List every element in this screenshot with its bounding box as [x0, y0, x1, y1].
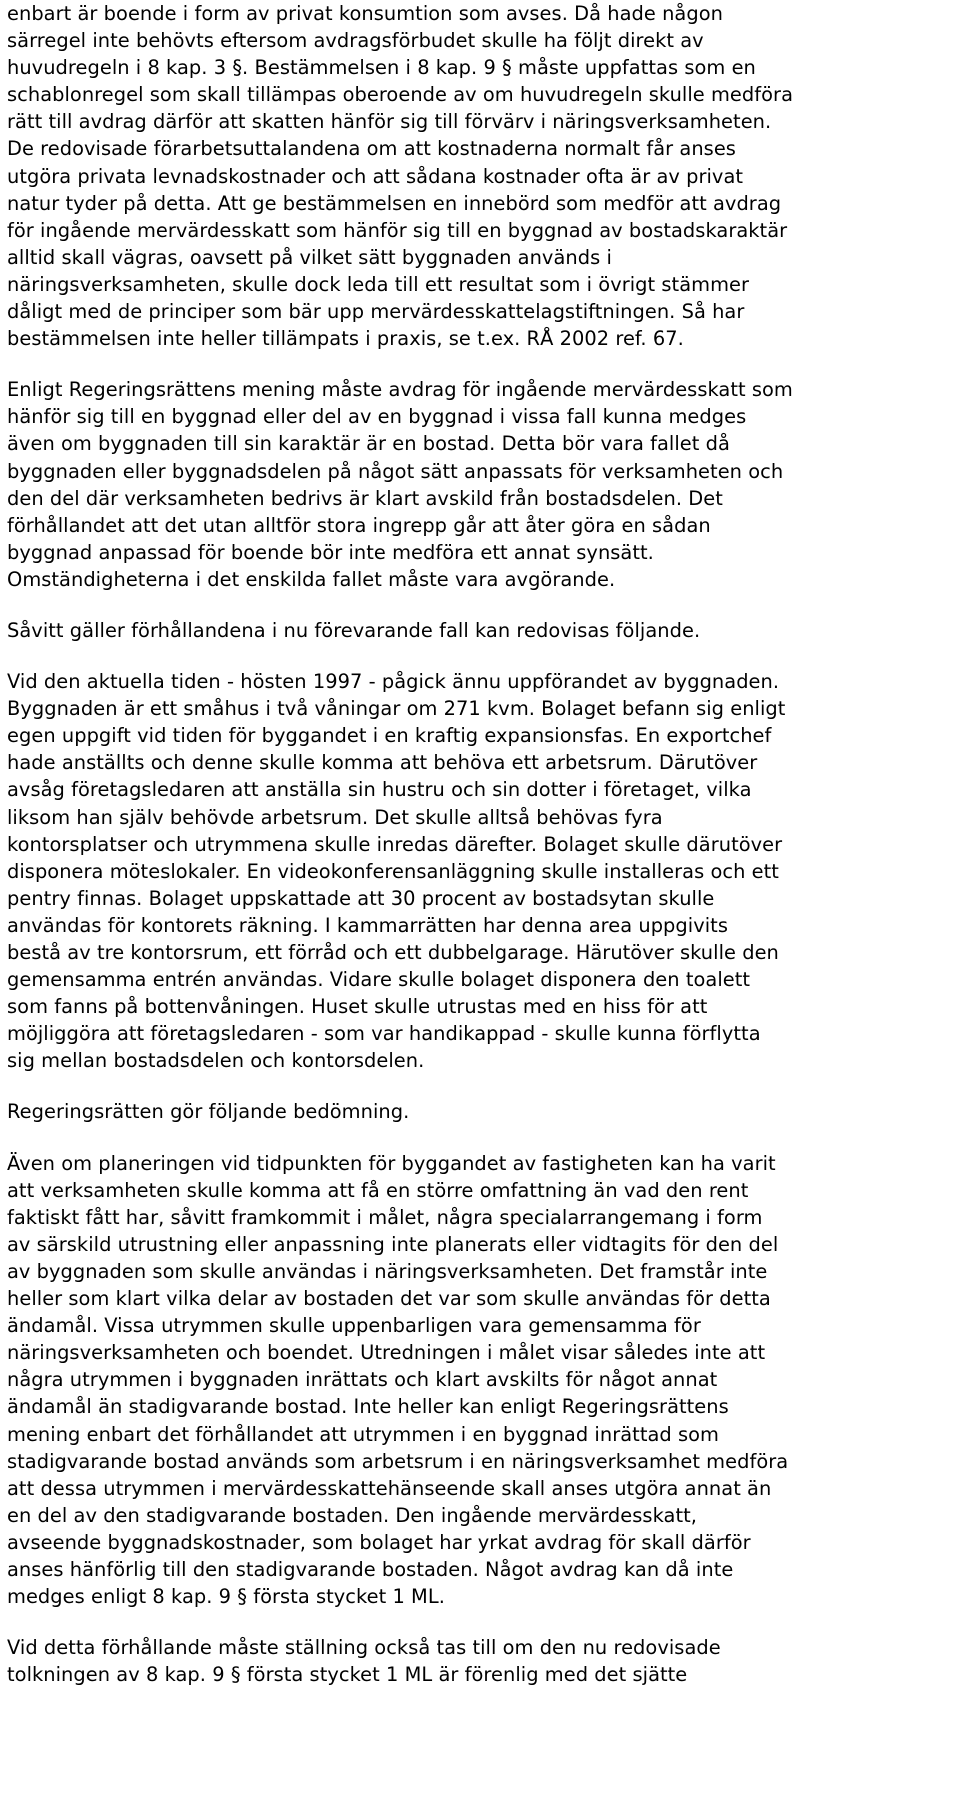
- text-line: Regeringsrätten gör följande bedömning.: [7, 1100, 410, 1124]
- text-line: byggnad anpassad för boende bör inte medföra ett annat synsätt.: [7, 540, 654, 564]
- text-line: näringsverksamheten och boendet. Utredningen i målet visar således inte att: [7, 1341, 766, 1365]
- text-line: dåligt med de principer som bär upp mervärdesskattelagstiftningen. Så har: [7, 300, 745, 324]
- paragraph: [7, 617, 952, 644]
- text-line: ändamål. Vissa utrymmen skulle uppenbarligen vara gemensamma för: [7, 1314, 701, 1338]
- text-line: schablonregel som skall tillämpas oberoende av om huvudregeln skulle medföra: [7, 83, 794, 107]
- paragraph: [7, 1634, 952, 1688]
- text-line: utgöra privata levnadskostnader och att sådana kostnader ofta är av privat: [7, 164, 744, 188]
- text-line: hänför sig till en byggnad eller del av en byggnad i vissa fall kunna medges: [7, 405, 747, 429]
- text-line: Enligt Regeringsrättens mening måste avdrag för ingående mervärdesskatt som: [7, 378, 793, 402]
- text-line: egen uppgift vid tiden för byggandet i en kraftig expansionsfas. En exportchef: [7, 724, 772, 748]
- text-line: Såvitt gäller förhållandena i nu förevarande fall kan redovisas följande.: [7, 618, 701, 642]
- text-line: gemensamma entrén användas. Vidare skulle bolaget disponera den toalett: [7, 968, 751, 992]
- text-line: särregel inte behövts eftersom avdragsförbudet skulle ha följt direkt av: [7, 29, 704, 53]
- paragraph: [7, 1150, 952, 1611]
- paragraph: [7, 668, 952, 1074]
- text-line: Omständigheterna i det enskilda fallet måste vara avgörande.: [7, 567, 616, 591]
- text-line: disponera möteslokaler. En videokonferensanläggning skulle installeras och ett: [7, 859, 779, 883]
- text-line: näringsverksamheten, skulle dock leda till ett resultat som i övrigt stämmer: [7, 272, 750, 296]
- text-line: hade anställts och denne skulle komma att behöva ett arbetsrum. Därutöver: [7, 751, 758, 775]
- text-line: Vid detta förhållande måste ställning också tas till om den nu redovisade: [7, 1636, 721, 1660]
- text-line: pentry finnas. Bolaget uppskattade att 30 procent av bostadsytan skulle: [7, 886, 715, 910]
- text-line: faktiskt fått har, såvitt framkommit i målet, några specialarrangemang i form: [7, 1205, 763, 1229]
- paragraph: [7, 1098, 952, 1125]
- text-line: ändamål än stadigvarande bostad. Inte heller kan enligt Regeringsrättens: [7, 1395, 729, 1419]
- text-line: tolkningen av 8 kap. 9 § första stycket 1 ML är förenlig med det sjätte: [7, 1663, 688, 1687]
- paragraph: [7, 0, 952, 352]
- text-line: natur tyder på detta. Att ge bestämmelsen en innebörd som medför att avdrag: [7, 191, 782, 215]
- text-line: anses hänförlig till den stadigvarande bostaden. Något avdrag kan då inte: [7, 1557, 734, 1581]
- text-line: Byggnaden är ett småhus i två våningar om 271 kvm. Bolaget befann sig enligt: [7, 697, 786, 721]
- text-line: sig mellan bostadsdelen och kontorsdelen.: [7, 1049, 425, 1073]
- text-line: Även om planeringen vid tidpunkten för byggandet av fastigheten kan ha varit: [7, 1151, 776, 1175]
- text-line: en del av den stadigvarande bostaden. Den ingående mervärdesskatt,: [7, 1503, 697, 1527]
- text-line: medges enligt 8 kap. 9 § första stycket 1 ML.: [7, 1585, 445, 1609]
- text-line: heller som klart vilka delar av bostaden det var som skulle användas för detta: [7, 1287, 771, 1311]
- text-line: bestämmelsen inte heller tillämpats i praxis, se t.ex. RÅ 2002 ref. 67.: [7, 327, 684, 351]
- text-line: några utrymmen i byggnaden inrättats och klart avskilts för något annat: [7, 1368, 718, 1392]
- text-line: byggnaden eller byggnadsdelen på något sätt anpassats för verksamheten och: [7, 459, 784, 483]
- text-line: mening enbart det förhållandet att utrymmen i en byggnad inrättad som: [7, 1422, 719, 1446]
- text-line: möjliggöra att företagsledaren - som var handikappad - skulle kunna förflytta: [7, 1022, 761, 1046]
- text-line: även om byggnaden till sin karaktär är en bostad. Detta bör vara fallet då: [7, 432, 730, 456]
- text-line: avseende byggnadskostnader, som bolaget har yrkat avdrag för skall därför: [7, 1530, 751, 1554]
- text-line: liksom han själv behövde arbetsrum. Det skulle alltså behövas fyra: [7, 805, 663, 829]
- text-line: stadigvarande bostad används som arbetsrum i en näringsverksamhet medföra: [7, 1449, 789, 1473]
- text-line: kontorsplatser och utrymmena skulle inredas därefter. Bolaget skulle därutöver: [7, 832, 783, 856]
- text-line: av byggnaden som skulle användas i näringsverksamheten. Det framstår inte: [7, 1259, 768, 1283]
- text-line: avsåg företagsledaren att anställa sin hustru och sin dotter i företaget, vilka: [7, 778, 752, 802]
- text-line: rätt till avdrag därför att skatten hänför sig till förvärv i näringsverksamheten.: [7, 110, 772, 134]
- text-line: som fanns på bottenvåningen. Huset skulle utrustas med en hiss för att: [7, 995, 708, 1019]
- text-line: enbart är boende i form av privat konsumtion som avses. Då hade någon: [7, 2, 723, 25]
- text-line: att dessa utrymmen i mervärdesskattehänseende skall anses utgöra annat än: [7, 1476, 772, 1500]
- text-line: av särskild utrustning eller anpassning inte planerats eller vidtagits för den del: [7, 1232, 779, 1256]
- text-line: den del där verksamheten bedrivs är klart avskild från bostadsdelen. Det: [7, 486, 723, 510]
- text-line: förhållandet att det utan alltför stora ingrepp går att åter göra en sådan: [7, 513, 711, 537]
- text-line: huvudregeln i 8 kap. 3 §. Bestämmelsen i 8 kap. 9 § måste uppfattas som en: [7, 56, 756, 80]
- text-line: bestå av tre kontorsrum, ett förråd och ett dubbelgarage. Härutöver skulle den: [7, 941, 779, 964]
- text-line: att verksamheten skulle komma att få en större omfattning än vad den rent: [7, 1178, 749, 1202]
- text-line: De redovisade förarbetsuttalandena om att kostnaderna normalt får anses: [7, 137, 736, 161]
- text-line: användas för kontorets räkning. I kammarrätten har denna area uppgivits: [7, 913, 728, 937]
- paragraph: [7, 376, 952, 593]
- text-line: alltid skall vägras, oavsett på vilket sätt byggnaden används i: [7, 245, 612, 269]
- text-line: för ingående mervärdesskatt som hänför sig till en byggnad av bostadskaraktär: [7, 218, 788, 242]
- text-line: Vid den aktuella tiden - hösten 1997 - pågick ännu uppförandet av byggnaden.: [7, 670, 780, 694]
